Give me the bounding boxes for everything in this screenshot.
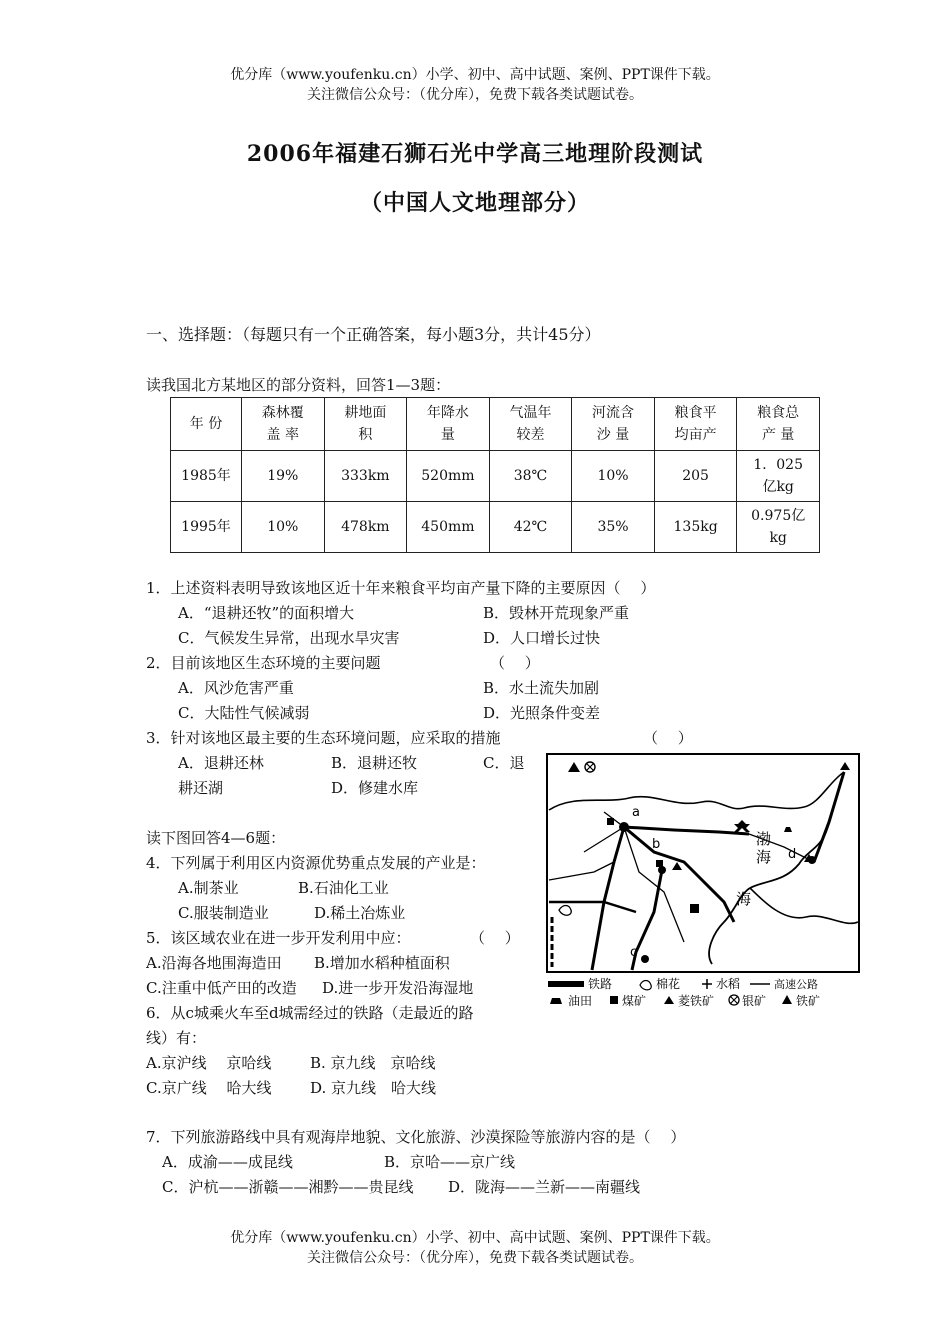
q3-option-b: B．退耕还牧 — [331, 754, 418, 772]
table-cell: 478km — [324, 502, 407, 553]
site-header-line2: 关注微信公众号：（优分库），免费下载各类试题试卷。 — [307, 87, 643, 103]
q5-option-a: A.沿海各地围海造田 — [146, 954, 282, 972]
q7-stem: 7．下列旅游路线中具有观海岸地貌、文化旅游、沙漠探险等旅游内容的是（ ） — [146, 1128, 686, 1146]
table-cell: 38℃ — [489, 451, 572, 502]
intro-q1-3: 读我国北方某地区的部分资料，回答1—3题： — [146, 376, 451, 394]
table-header-cell: 年 份 — [171, 398, 242, 451]
coal-icon — [656, 860, 663, 867]
legend-coal-icon — [610, 996, 618, 1004]
q2-option-d: D．光照条件变差 — [483, 704, 601, 722]
q5-answer-paren: （ ） — [470, 929, 520, 947]
q2-option-c: C．大陆性气候减弱 — [178, 704, 310, 722]
q6-option-d: D. 京九线 哈大线 — [310, 1079, 437, 1097]
q1-option-b: B．毁林开荒现象严重 — [483, 604, 630, 622]
q6-stem-line2: 线）有： — [146, 1029, 207, 1047]
q3-option-c: C．退 — [483, 754, 525, 772]
table-cell: 19% — [242, 451, 325, 502]
q1-option-a: A．“退耕还牧”的面积增大 — [178, 604, 355, 622]
table-header-cell: 河流含 沙 量 — [572, 398, 655, 451]
q4-option-d: D.稀土冶炼业 — [314, 904, 406, 922]
table-header-cell: 森林覆 盖 率 — [242, 398, 325, 451]
q4-stem: 4．下列属于利用区内资源优势重点发展的产业是： — [146, 854, 486, 872]
q7-option-d: D．陇海——兰新——南疆线 — [448, 1178, 641, 1196]
q4-option-b: B.石油化工业 — [298, 879, 389, 897]
q5-option-d: D.进一步开发沿海湿地 — [322, 979, 474, 997]
q6-option-b: B. 京九线 京哈线 — [310, 1054, 436, 1072]
legend-cotton-icon — [640, 981, 651, 990]
legend-siderite-label: 菱铁矿 — [678, 994, 715, 1008]
table-cell: 35% — [572, 502, 655, 553]
table-cell: 0.975亿 kg — [737, 502, 820, 553]
legend-silver-icon — [730, 996, 738, 1004]
sea-label: 海 — [736, 890, 752, 908]
table-cell: 333km — [324, 451, 407, 502]
table-cell: 10% — [242, 502, 325, 553]
table-header-row — [171, 398, 820, 451]
q5-option-b: B.增加水稻种植面积 — [314, 954, 450, 972]
q3-option-c-cont: 耕还湖 — [178, 779, 224, 797]
site-header-line1: 优分库（www.youfenku.cn）小学、初中、高中试题、案例、PPT课件下载。 — [230, 67, 720, 83]
site-footer-line2: 关注微信公众号：（优分库），免费下载各类试题试卷。 — [307, 1250, 643, 1266]
q1-option-c: C．气候发生异常，出现水旱灾害 — [178, 629, 400, 647]
legend-silver-label: 银矿 — [742, 994, 767, 1008]
q2-answer-paren: （ ） — [490, 654, 540, 672]
q5-stem: 5．该区域农业在进一步开发利用中应： — [146, 929, 411, 947]
city-dot — [619, 822, 629, 832]
table-cell: 205 — [654, 451, 737, 502]
q2-stem: 2．目前该地区生态环境的主要问题 — [146, 654, 381, 672]
city-dot — [641, 955, 649, 963]
table-cell: 1．025 亿kg — [737, 451, 820, 502]
table-header-cell: 粮食平 均亩产 — [654, 398, 737, 451]
table-cell: 42℃ — [489, 502, 572, 553]
legend-railway-label: 铁路 — [588, 977, 613, 991]
city-label-a: a — [632, 805, 640, 820]
q2-option-b: B．水土流失加剧 — [483, 679, 600, 697]
legend-coal-label: 煤矿 — [622, 994, 647, 1008]
table-cell: 520mm — [407, 451, 490, 502]
sea-label: 渤 — [756, 830, 772, 848]
q5-option-c: C.注重中低产田的改造 — [146, 979, 297, 997]
q1-option-d: D．人口增长过快 — [483, 629, 601, 647]
table-header-cell: 耕地面 积 — [324, 398, 407, 451]
q3-option-a: A．退耕还林 — [178, 754, 264, 772]
table-cell: 135kg — [654, 502, 737, 553]
table-cell: 10% — [572, 451, 655, 502]
q2-option-a: A．风沙危害严重 — [178, 679, 294, 697]
q4-option-c: C.服装制造业 — [178, 904, 269, 922]
page-title: 2006年福建石狮石光中学高三地理阶段测试 — [246, 141, 704, 167]
table-header-cell: 年降水 量 — [407, 398, 490, 451]
city-dot — [808, 856, 816, 864]
q7-option-c: C．沪杭——浙赣——湘黔——贵昆线 — [162, 1178, 414, 1196]
q3-answer-paren: （ ） — [643, 729, 693, 747]
table-header-cell: 粮食总 产 量 — [737, 398, 820, 451]
data-table — [170, 397, 820, 553]
page-subtitle: （中国人文地理部分） — [359, 190, 590, 216]
section-heading: 一、选择题：（每题只有一个正确答案，每小题3分，共计45分） — [146, 325, 601, 344]
sea-label: 海 — [756, 848, 772, 866]
coal-icon — [690, 904, 699, 913]
city-label-d: d — [788, 847, 797, 862]
table-cell: 1985年 — [171, 451, 242, 502]
legend-iron-label: 铁矿 — [796, 994, 821, 1008]
city-label-b: b — [652, 837, 661, 852]
legend-oilfield-label: 油田 — [568, 994, 593, 1008]
table-row — [171, 502, 820, 553]
q1-stem: 1．上述资料表明导致该地区近十年来粮食平均亩产量下降的主要原因（ ） — [146, 579, 656, 597]
table-row — [171, 451, 820, 502]
legend-rice-label: 水稻 — [716, 977, 741, 991]
q7-option-b: B．京哈——京广线 — [384, 1153, 516, 1171]
intro-q4-6: 读下图回答4—6题： — [146, 829, 286, 847]
table-cell: 450mm — [407, 502, 490, 553]
city-dot — [658, 866, 666, 874]
region-map — [544, 752, 864, 1012]
legend-railway-icon — [548, 981, 584, 987]
coal-icon — [607, 818, 614, 825]
q4-option-a: A.制茶业 — [178, 879, 239, 897]
table-cell: 1995年 — [171, 502, 242, 553]
q6-option-c: C.京广线 哈大线 — [146, 1079, 272, 1097]
q3-stem: 3．针对该地区最主要的生态环境问题，应采取的措施 — [146, 729, 501, 747]
legend-iron-icon — [782, 995, 792, 1004]
q3-option-d: D．修建水库 — [331, 779, 419, 797]
legend-rice-icon — [702, 979, 712, 989]
q7-option-a: A．成渝——成昆线 — [162, 1153, 293, 1171]
q6-option-a: A.京沪线 京哈线 — [146, 1054, 272, 1072]
legend-highway-label: 高速公路 — [774, 978, 818, 991]
table-header-cell: 气温年 较差 — [489, 398, 572, 451]
city-label-c: c — [630, 945, 638, 960]
legend-siderite-icon — [664, 996, 674, 1004]
q6-stem-line1: 6．从c城乘火车至d城需经过的铁路（走最近的路 — [146, 1004, 474, 1022]
legend-cotton-label: 棉花 — [656, 977, 681, 991]
site-footer-line1: 优分库（www.youfenku.cn）小学、初中、高中试题、案例、PPT课件下载。 — [230, 1230, 720, 1246]
legend-oilfield-icon — [550, 998, 562, 1004]
